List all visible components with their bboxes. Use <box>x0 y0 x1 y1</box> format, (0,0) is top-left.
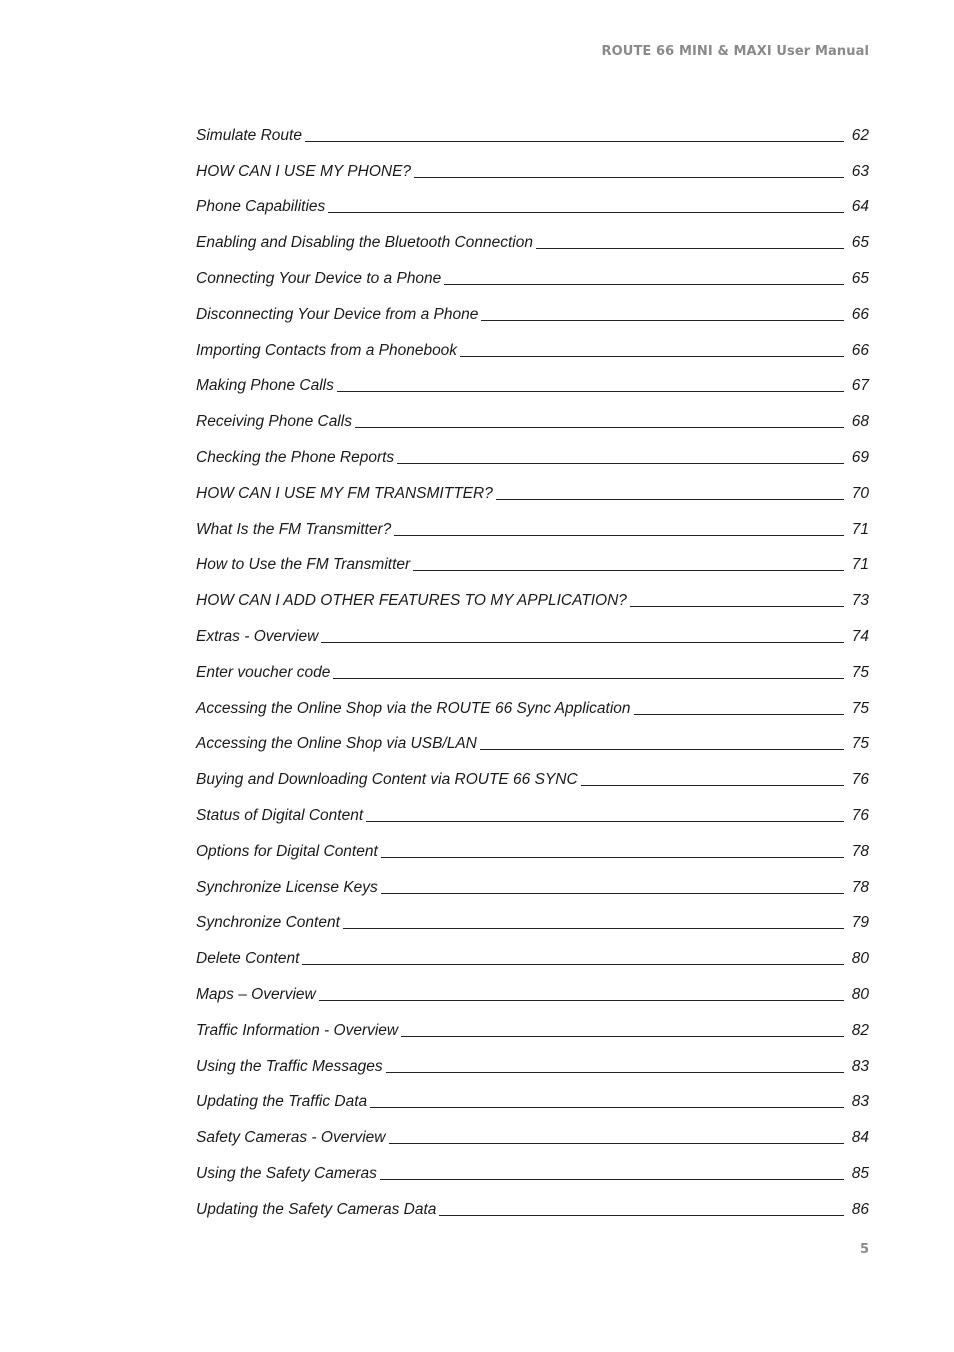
toc-entry[interactable] <box>196 611 869 647</box>
running-header: ROUTE 66 MINI & MAXI User Manual <box>601 44 869 59</box>
toc-entry[interactable] <box>196 754 869 790</box>
toc-entry-page-number: 75 <box>851 663 869 681</box>
toc-entry-page-number: 79 <box>851 914 869 932</box>
toc-entry-title: Traffic Information - Overview <box>196 1021 399 1039</box>
toc-entry-title: Connecting Your Device to a Phone <box>196 269 442 287</box>
toc-entry-title: Updating the Traffic Data <box>196 1093 368 1111</box>
toc-entry-page-number: 68 <box>851 413 869 431</box>
toc-leader-line <box>480 749 844 750</box>
toc-entry[interactable] <box>196 540 869 576</box>
toc-entry-page-number: 82 <box>851 1021 869 1039</box>
toc-entry[interactable] <box>196 1005 869 1041</box>
page-number: 5 <box>859 1242 869 1257</box>
toc-entry[interactable] <box>196 504 869 540</box>
toc-entry-page-number: 62 <box>851 126 869 144</box>
toc-entry-title: HOW CAN I USE MY PHONE? <box>196 162 412 180</box>
toc-leader-line <box>414 177 844 178</box>
toc-entry[interactable] <box>196 862 869 898</box>
toc-entry[interactable] <box>196 182 869 218</box>
toc-entry-title: Maps – Overview <box>196 985 316 1003</box>
toc-entry-page-number: 69 <box>851 448 869 466</box>
toc-entry-page-number: 80 <box>851 985 869 1003</box>
toc-leader-line <box>413 570 844 571</box>
toc-entry-page-number: 73 <box>851 592 869 610</box>
toc-entry[interactable] <box>196 647 869 683</box>
toc-entry-title: HOW CAN I ADD OTHER FEATURES TO MY APPLICATION? <box>196 592 627 610</box>
toc-leader-line <box>634 714 844 715</box>
toc-entry[interactable] <box>196 1041 869 1077</box>
toc-leader-line <box>370 1107 844 1108</box>
toc-leader-line <box>481 320 844 321</box>
toc-entry[interactable] <box>196 432 869 468</box>
toc-entry[interactable] <box>196 361 869 397</box>
toc-leader-line <box>380 1179 844 1180</box>
toc-entry-page-number: 70 <box>851 484 869 502</box>
toc-leader-line <box>536 248 844 249</box>
toc-entry-title: Synchronize Content <box>196 914 340 932</box>
toc-entry[interactable] <box>196 898 869 934</box>
toc-entry-title: Phone Capabilities <box>196 198 326 216</box>
toc-entry-page-number: 75 <box>851 699 869 717</box>
toc-entry-page-number: 66 <box>851 341 869 359</box>
toc-entry[interactable] <box>196 1077 869 1113</box>
toc-leader-line <box>305 141 844 142</box>
toc-entry-title: Accessing the Online Shop via the ROUTE 66 Sync Application <box>196 699 631 717</box>
toc-entry-page-number: 86 <box>851 1200 869 1218</box>
toc-entry-title: Making Phone Calls <box>196 377 334 395</box>
toc-entry[interactable] <box>196 826 869 862</box>
toc-entry-page-number: 85 <box>851 1164 869 1182</box>
table-of-contents <box>196 110 869 1220</box>
toc-entry-title: Disconnecting Your Device from a Phone <box>196 305 479 323</box>
toc-entry[interactable] <box>196 325 869 361</box>
toc-leader-line <box>319 1000 844 1001</box>
toc-entry-title: How to Use the FM Transmitter <box>196 556 411 574</box>
toc-entry-page-number: 76 <box>851 806 869 824</box>
toc-entry-page-number: 71 <box>851 556 869 574</box>
toc-entry-title: Accessing the Online Shop via USB/LAN <box>196 735 477 753</box>
toc-entry-title: Using the Safety Cameras <box>196 1164 377 1182</box>
toc-entry[interactable] <box>196 289 869 325</box>
toc-entry-title: Simulate Route <box>196 126 302 144</box>
toc-entry-page-number: 74 <box>851 627 869 645</box>
toc-entry-title: Enabling and Disabling the Bluetooth Connection <box>196 234 533 252</box>
toc-entry[interactable] <box>196 110 869 146</box>
toc-entry-page-number: 67 <box>851 377 869 395</box>
toc-entry[interactable] <box>196 575 869 611</box>
toc-leader-line <box>302 964 844 965</box>
toc-entry-page-number: 63 <box>851 162 869 180</box>
toc-leader-line <box>630 606 844 607</box>
toc-entry-page-number: 84 <box>851 1129 869 1147</box>
toc-entry-page-number: 71 <box>851 520 869 538</box>
toc-leader-line <box>337 391 844 392</box>
toc-entry[interactable] <box>196 217 869 253</box>
toc-entry[interactable] <box>196 468 869 504</box>
toc-entry-title: Enter voucher code <box>196 663 331 681</box>
toc-leader-line <box>343 928 844 929</box>
toc-entry-page-number: 75 <box>851 735 869 753</box>
toc-entry-title: What Is the FM Transmitter? <box>196 520 392 538</box>
toc-leader-line <box>389 1143 845 1144</box>
toc-entry-title: Safety Cameras - Overview <box>196 1129 386 1147</box>
toc-entry-title: Checking the Phone Reports <box>196 448 395 466</box>
toc-leader-line <box>328 212 844 213</box>
toc-entry[interactable] <box>196 969 869 1005</box>
toc-leader-line <box>381 893 844 894</box>
toc-entry[interactable] <box>196 396 869 432</box>
toc-entry-page-number: 83 <box>851 1057 869 1075</box>
toc-leader-line <box>333 678 844 679</box>
toc-entry-page-number: 65 <box>851 269 869 287</box>
toc-entry-page-number: 64 <box>851 198 869 216</box>
toc-entry[interactable] <box>196 719 869 755</box>
toc-leader-line <box>386 1072 844 1073</box>
toc-leader-line <box>401 1036 844 1037</box>
toc-leader-line <box>394 535 844 536</box>
toc-leader-line <box>366 821 844 822</box>
toc-entry-title: Using the Traffic Messages <box>196 1057 383 1075</box>
toc-leader-line <box>444 284 844 285</box>
toc-entry-title: HOW CAN I USE MY FM TRANSMITTER? <box>196 484 493 502</box>
toc-leader-line <box>321 642 844 643</box>
toc-entry-title: Updating the Safety Cameras Data <box>196 1200 437 1218</box>
toc-entry-title: Extras - Overview <box>196 627 319 645</box>
toc-entry-page-number: 65 <box>851 234 869 252</box>
toc-entry-title: Buying and Downloading Content via ROUTE 66 SYNC <box>196 771 578 789</box>
toc-entry[interactable] <box>196 1184 869 1220</box>
toc-entry-title: Importing Contacts from a Phonebook <box>196 341 458 359</box>
toc-entry-title: Options for Digital Content <box>196 842 378 860</box>
toc-entry[interactable] <box>196 1112 869 1148</box>
toc-entry-page-number: 76 <box>851 771 869 789</box>
toc-entry-page-number: 83 <box>851 1093 869 1111</box>
toc-entry-title: Receiving Phone Calls <box>196 413 352 431</box>
toc-entry-title: Delete Content <box>196 950 300 968</box>
toc-leader-line <box>496 499 844 500</box>
toc-entry[interactable] <box>196 790 869 826</box>
toc-entry-page-number: 66 <box>851 305 869 323</box>
toc-leader-line <box>397 463 844 464</box>
toc-entry-page-number: 78 <box>851 878 869 896</box>
toc-leader-line <box>581 785 844 786</box>
toc-entry-page-number: 78 <box>851 842 869 860</box>
toc-entry[interactable] <box>196 683 869 719</box>
toc-entry[interactable] <box>196 253 869 289</box>
toc-leader-line <box>460 356 844 357</box>
toc-entry[interactable] <box>196 1148 869 1184</box>
toc-entry-page-number: 80 <box>851 950 869 968</box>
toc-leader-line <box>355 427 844 428</box>
toc-entry[interactable] <box>196 933 869 969</box>
toc-leader-line <box>439 1215 844 1216</box>
toc-entry-title: Synchronize License Keys <box>196 878 378 896</box>
toc-leader-line <box>381 857 844 858</box>
toc-entry-title: Status of Digital Content <box>196 806 364 824</box>
toc-entry[interactable] <box>196 146 869 182</box>
